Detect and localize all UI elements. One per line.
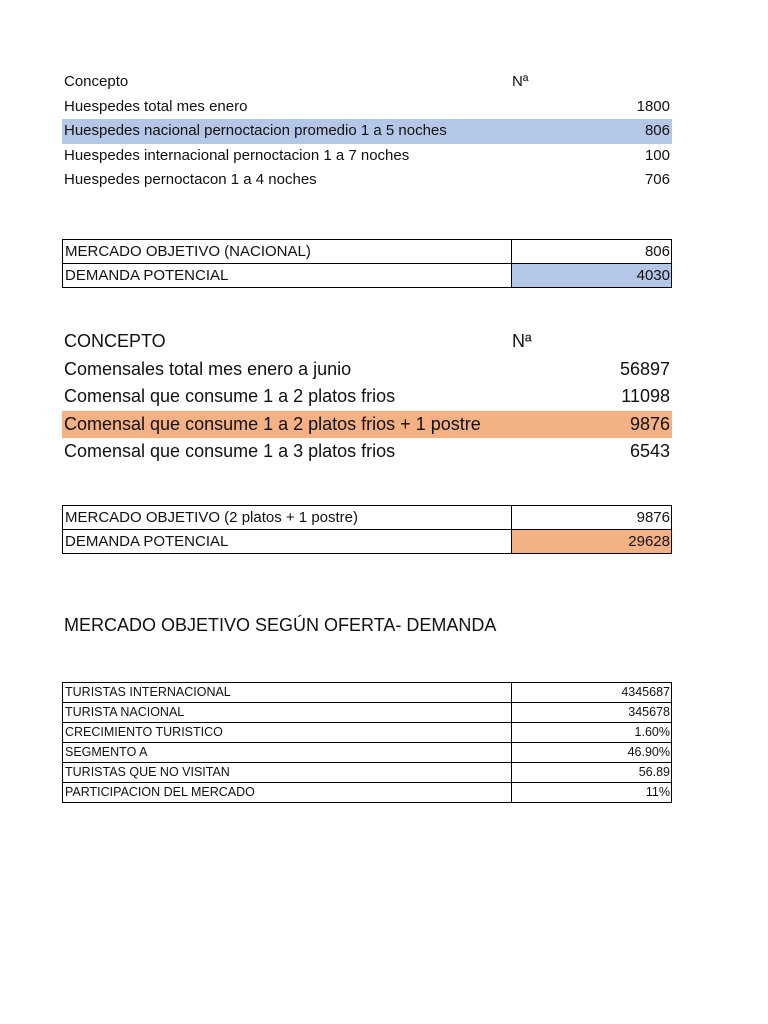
row-value: 56897 xyxy=(619,358,670,379)
row-value: 6543 xyxy=(629,441,670,461)
data-row xyxy=(62,144,672,169)
row-value: 9876 xyxy=(629,413,670,434)
row-value: 1800 xyxy=(636,97,670,115)
cell-value: 806 xyxy=(512,240,672,264)
cell-label: TURISTAS INTERNACIONAL xyxy=(63,683,512,703)
dessert-market-table xyxy=(62,505,672,554)
cell-value: 1.60% xyxy=(512,723,672,743)
row-label: Comensal que consume 1 a 2 platos frios xyxy=(64,386,396,406)
cell-label: TURISTAS QUE NO VISITAN xyxy=(63,763,512,783)
cell-value: 4345687 xyxy=(512,683,672,703)
row-label: Huespedes internacional pernoctacion 1 a 7 noches xyxy=(64,146,410,164)
cell-value: 56.89 xyxy=(512,763,672,783)
table-row xyxy=(63,763,672,783)
cell-value: 9876 xyxy=(512,506,672,530)
number-header: Nª xyxy=(512,331,532,351)
diners-section xyxy=(62,328,672,466)
row-label: Comensal que consume 1 a 3 platos frios xyxy=(64,441,396,461)
hotel-guests-section xyxy=(62,70,672,193)
table-row xyxy=(63,530,672,554)
cell-label: DEMANDA POTENCIAL xyxy=(63,530,512,554)
row-label: Comensales total mes enero a junio xyxy=(64,358,352,379)
row-label: Comensal que consume 1 a 2 platos frios + 1 postre xyxy=(64,413,481,434)
cell-value: 46.90% xyxy=(512,743,672,763)
data-row xyxy=(62,168,672,193)
cell-value: 11% xyxy=(512,783,672,803)
row-value: 806 xyxy=(644,122,670,139)
cell-label: CRECIMIENTO TURISTICO xyxy=(63,723,512,743)
cell-value-highlighted: 4030 xyxy=(512,264,672,288)
row-label: Huespedes nacional pernoctacion promedio 1 a 5 noches xyxy=(64,122,447,139)
data-row xyxy=(62,383,672,411)
concept-header: CONCEPTO xyxy=(64,331,166,351)
cell-label: SEGMENTO A xyxy=(63,743,512,763)
row-label: Huespedes total mes enero xyxy=(64,97,248,115)
table-row xyxy=(63,264,672,288)
cell-value-highlighted: 29628 xyxy=(512,530,672,554)
row-value: 11098 xyxy=(621,386,670,406)
section2-header xyxy=(62,328,672,356)
highlighted-data-row xyxy=(62,411,672,439)
table-row xyxy=(63,723,672,743)
table-row xyxy=(63,240,672,264)
highlighted-data-row xyxy=(62,119,672,144)
table-row xyxy=(63,506,672,530)
cell-value: 345678 xyxy=(512,703,672,723)
table-row xyxy=(63,743,672,763)
row-value: 706 xyxy=(644,171,670,188)
table-row xyxy=(63,683,672,703)
data-row xyxy=(62,356,672,384)
concept-header: Concepto xyxy=(64,73,129,90)
cell-label: DEMANDA POTENCIAL xyxy=(63,264,512,288)
cell-label: MERCADO OBJETIVO (2 platos + 1 postre) xyxy=(63,506,512,530)
table-row xyxy=(63,783,672,803)
national-market-table xyxy=(62,239,672,288)
row-value: 100 xyxy=(644,146,670,164)
supply-demand-table xyxy=(62,682,672,803)
table-row xyxy=(63,703,672,723)
row-label: Huespedes pernoctacon 1 a 4 noches xyxy=(64,171,317,188)
section1-header xyxy=(62,70,672,95)
cell-label: TURISTA NACIONAL xyxy=(63,703,512,723)
cell-label: MERCADO OBJETIVO (NACIONAL) xyxy=(63,240,512,264)
supply-demand-title: MERCADO OBJETIVO SEGÚN OFERTA- DEMANDA xyxy=(64,615,497,635)
data-row xyxy=(62,95,672,120)
data-row xyxy=(62,438,672,466)
cell-label: PARTICIPACION DEL MERCADO xyxy=(63,783,512,803)
number-header: Nª xyxy=(512,73,529,90)
